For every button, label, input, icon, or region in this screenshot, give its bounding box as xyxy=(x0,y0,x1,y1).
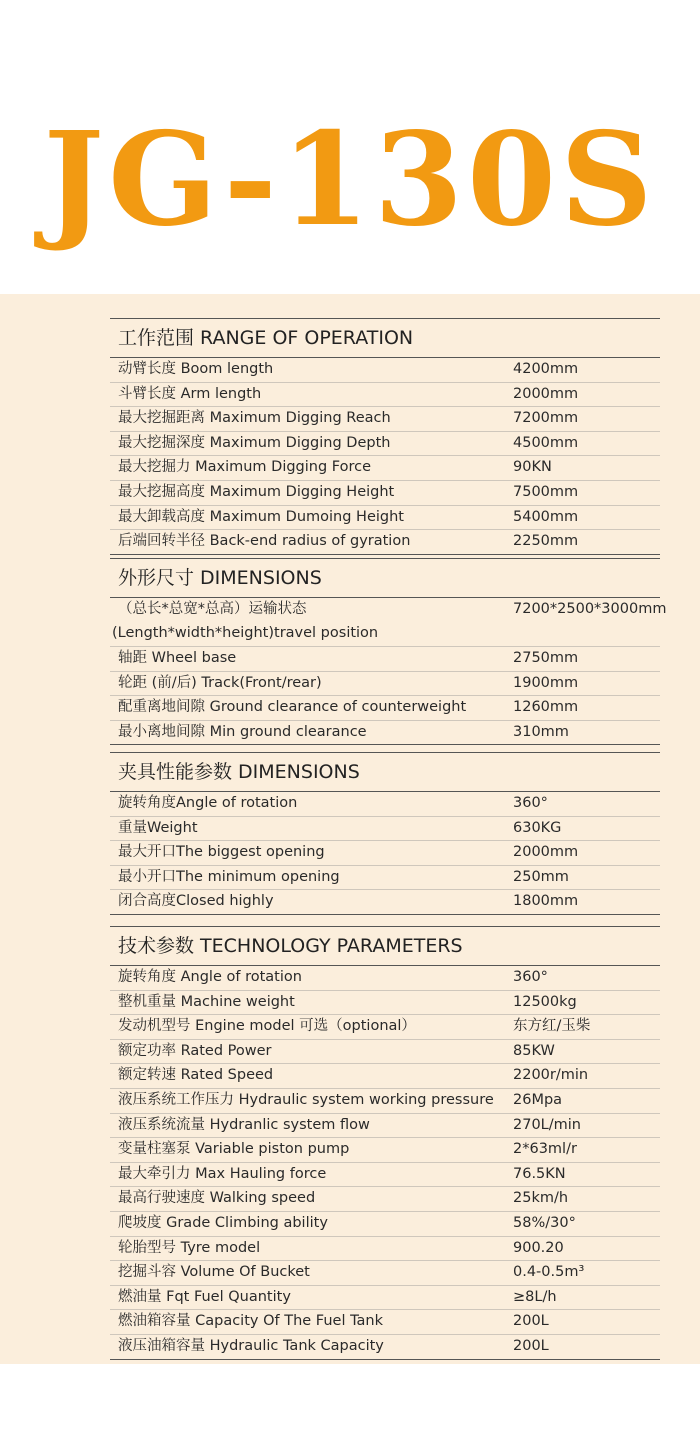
section-clamp-performance xyxy=(110,752,660,915)
table-row xyxy=(110,456,660,481)
row-label: （总长*总宽*总高）运输状态 xyxy=(118,601,307,617)
row-label: 额定功率 Rated Power xyxy=(118,1042,272,1059)
row-label: 轮距 (前/后) Track(Front/rear) xyxy=(118,674,322,691)
row-label: 最大开口The biggest opening xyxy=(118,844,325,861)
row-value: 4200mm xyxy=(513,361,579,377)
table-row xyxy=(110,1015,660,1040)
row-label: 发动机型号 Engine model 可选（optional） xyxy=(118,1018,416,1035)
row-value: 12500kg xyxy=(513,993,577,1010)
row-label: 配重离地间隙 Ground clearance of counterweight xyxy=(118,699,467,716)
row-value: 630KG xyxy=(513,819,562,836)
table-row xyxy=(110,1089,660,1114)
table-row xyxy=(110,792,660,817)
spec-panel xyxy=(0,294,700,1364)
row-value: 4500mm xyxy=(513,434,579,451)
row-value: 7200mm xyxy=(513,410,579,427)
row-label: 变量柱塞泵 Variable piston pump xyxy=(118,1141,350,1158)
row-value: 360° xyxy=(513,795,548,811)
section-range-of-operation xyxy=(110,318,660,555)
section-heading: 工作范围 RANGE OF OPERATION xyxy=(110,318,660,358)
row-value: 58%/30° xyxy=(513,1214,576,1231)
row-label: 最大挖掘高度 Maximum Digging Height xyxy=(118,483,395,500)
row-label: 液压油箱容量 Hydraulic Tank Capacity xyxy=(118,1337,384,1354)
row-value: 310mm xyxy=(513,723,569,740)
table-row xyxy=(110,841,660,866)
section-dimensions xyxy=(110,558,667,745)
table-row xyxy=(110,1114,660,1139)
row-label: 闭合高度Closed highly xyxy=(118,893,274,910)
table-row xyxy=(110,530,660,555)
table-row xyxy=(110,1335,660,1360)
row-label: 旋转角度 Angle of rotation xyxy=(118,969,302,985)
table-row xyxy=(110,1286,660,1311)
product-title: JG-130S xyxy=(43,105,657,255)
table-row xyxy=(110,866,660,891)
table-row xyxy=(110,991,660,1016)
row-value: 90KN xyxy=(513,459,552,476)
row-label: 爬坡度 Grade Climbing ability xyxy=(118,1214,328,1231)
row-label: 液压系统流量 Hydranlic system flow xyxy=(118,1116,370,1133)
table-row xyxy=(110,1163,660,1188)
row-value: 5400mm xyxy=(513,508,579,525)
table-row xyxy=(110,966,660,991)
table-row xyxy=(110,1064,660,1089)
table-row xyxy=(110,1138,660,1163)
row-label: 最大卸载高度 Maximum Dumoing Height xyxy=(118,508,404,525)
row-value: 2250mm xyxy=(513,533,579,550)
row-label: 最大挖掘力 Maximum Digging Force xyxy=(118,459,372,476)
table-row xyxy=(110,890,660,915)
row-value: 1900mm xyxy=(513,674,579,691)
row-value: 东方红/玉柴 xyxy=(513,1018,591,1035)
row-value: 360° xyxy=(513,969,548,985)
row-value: 200L xyxy=(513,1313,549,1330)
row-value: 0.4-0.5m³ xyxy=(513,1264,585,1281)
row-value: 1800mm xyxy=(513,893,579,910)
table-row xyxy=(110,647,660,672)
row-value: ≥8L/h xyxy=(513,1288,557,1305)
section-heading: 技术参数 TECHNOLOGY PARAMETERS xyxy=(110,926,660,966)
row-value: 270L/min xyxy=(513,1116,581,1133)
row-label: 最小开口The minimum opening xyxy=(118,868,340,885)
table-row xyxy=(110,1187,660,1212)
table-row xyxy=(110,407,660,432)
section-technology-parameters xyxy=(110,926,660,1360)
section-heading: 外形尺寸 DIMENSIONS xyxy=(110,558,660,598)
table-row xyxy=(110,1237,660,1262)
row-value: 2200r/min xyxy=(513,1067,589,1084)
row-value: 2750mm xyxy=(513,650,579,666)
table-row xyxy=(110,817,660,842)
row-value: 85KW xyxy=(513,1042,555,1059)
row-label: 额定转速 Rated Speed xyxy=(118,1067,274,1084)
table-row xyxy=(110,358,660,383)
table-row xyxy=(110,672,660,697)
row-label: 最大挖掘距离 Maximum Digging Reach xyxy=(118,410,391,427)
row-label: 最大牵引力 Max Hauling force xyxy=(118,1165,327,1182)
row-label: 液压系统工作压力 Hydraulic system working pressure xyxy=(118,1091,494,1108)
row-label: 最小离地间隙 Min ground clearance xyxy=(118,723,367,740)
row-value: 7200*2500*3000mm xyxy=(513,601,667,617)
row-value: 250mm xyxy=(513,868,569,885)
table-row xyxy=(110,481,660,506)
row-value: 2000mm xyxy=(513,385,579,402)
row-value: 25km/h xyxy=(513,1190,569,1207)
row-value: 900.20 xyxy=(513,1239,564,1256)
row-value: 1260mm xyxy=(513,699,579,716)
table-row xyxy=(110,506,660,531)
row-label: 整机重量 Machine weight xyxy=(118,993,295,1010)
row-label-line2: (Length*width*height)travel position xyxy=(112,625,379,641)
row-value: 7500mm xyxy=(513,483,579,500)
row-label: 后端回转半径 Back-end radius of gyration xyxy=(118,533,411,550)
row-label: 燃油量 Fqt Fuel Quantity xyxy=(118,1288,291,1305)
row-label: 斗臂长度 Arm length xyxy=(118,385,262,402)
table-row xyxy=(110,383,660,408)
row-value: 2*63ml/r xyxy=(513,1141,577,1158)
table-row xyxy=(110,598,667,647)
table-row xyxy=(110,1212,660,1237)
table-row xyxy=(110,1310,660,1335)
row-value: 2000mm xyxy=(513,844,579,861)
row-label: 轮胎型号 Tyre model xyxy=(118,1239,261,1256)
row-value: 76.5KN xyxy=(513,1165,566,1182)
row-value: 26Mpa xyxy=(513,1091,563,1108)
section-heading: 夹具性能参数 DIMENSIONS xyxy=(110,752,660,792)
row-label: 挖掘斗容 Volume Of Bucket xyxy=(118,1264,310,1281)
row-label: 轴距 Wheel base xyxy=(118,650,237,666)
row-label: 最大挖掘深度 Maximum Digging Depth xyxy=(118,434,391,451)
table-row xyxy=(110,721,660,746)
row-label: 旋转角度Angle of rotation xyxy=(118,795,298,811)
table-row xyxy=(110,696,660,721)
row-label: 重量Weight xyxy=(118,819,198,836)
row-label: 动臂长度 Boom length xyxy=(118,361,274,377)
table-row xyxy=(110,432,660,457)
row-label: 最高行驶速度 Walking speed xyxy=(118,1190,316,1207)
row-value: 200L xyxy=(513,1337,549,1354)
row-label: 燃油箱容量 Capacity Of The Fuel Tank xyxy=(118,1313,384,1330)
table-row xyxy=(110,1040,660,1065)
table-row xyxy=(110,1261,660,1286)
